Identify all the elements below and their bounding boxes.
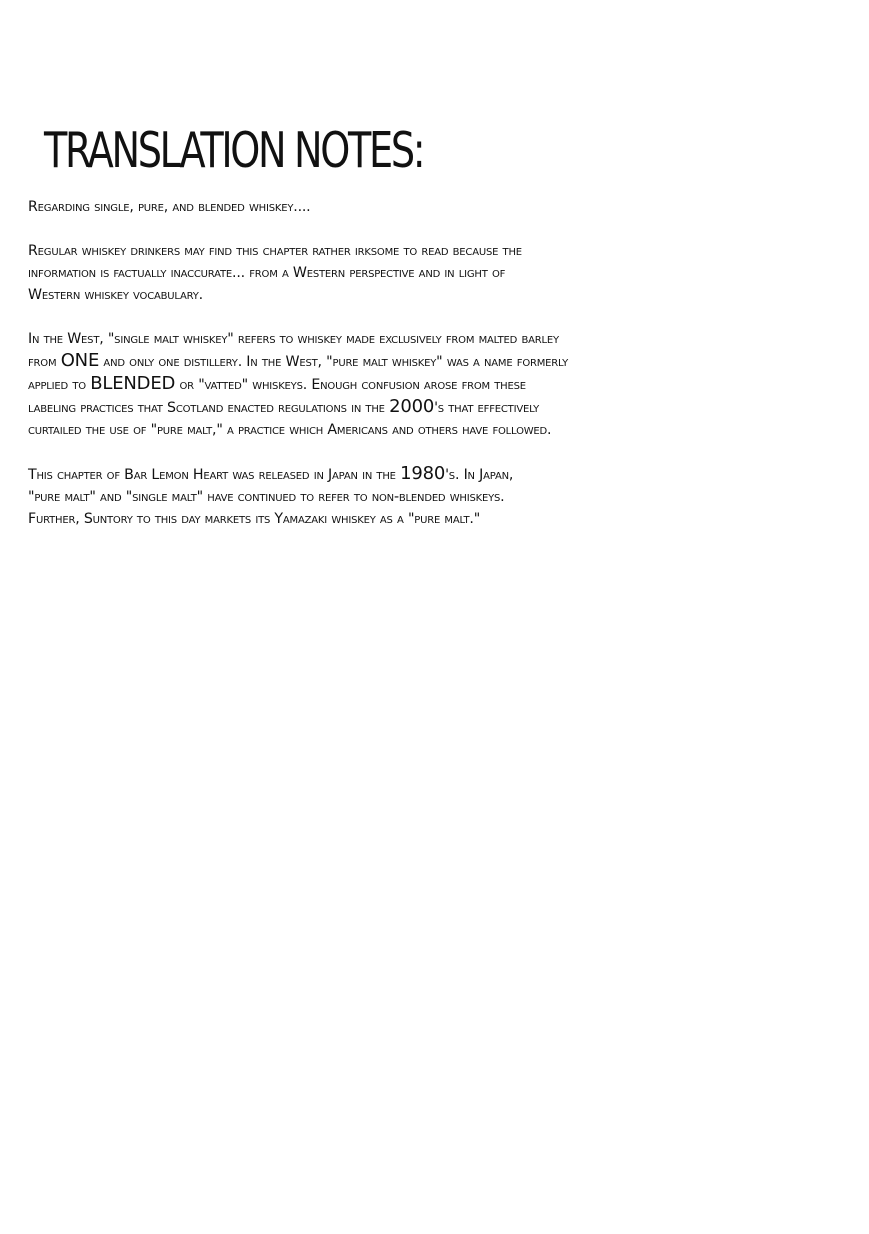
- note-line: [28, 196, 828, 218]
- emphasis-year: 1980: [400, 463, 446, 484]
- note-line: [28, 373, 828, 396]
- emphasis-one: ONE: [60, 350, 100, 371]
- text-run: "pure malt" and "single malt" have continued to refer to non-blended whiskeys.: [28, 489, 505, 505]
- note-line: [28, 240, 828, 262]
- text-run: information is factually inaccurate... from a Western perspective and in light of: [28, 265, 506, 281]
- emphasis-year: 2000: [389, 396, 435, 417]
- text-run: from: [28, 354, 61, 370]
- note-line: [28, 396, 828, 419]
- note-line: [28, 350, 828, 373]
- note-line: [28, 463, 828, 486]
- text-run: 's that effectively: [434, 400, 540, 416]
- text-run: Regarding single, pure, and blended whiskey....: [28, 199, 311, 215]
- text-run: applied to: [28, 377, 91, 393]
- text-run: 's. In Japan,: [445, 467, 514, 483]
- text-run: or "vatted" whiskeys. Enough confusion arose from these: [175, 377, 526, 393]
- text-run: Further, Suntory to this day markets its Yamazaki whiskey as a "pure malt.": [28, 511, 481, 527]
- text-run: labeling practices that Scotland enacted regulations in the: [28, 400, 390, 416]
- text-run: and only one distillery. In the West, "pure malt whiskey" was a name formerly: [99, 354, 569, 370]
- note-paragraph-west: [28, 328, 828, 441]
- note-line: [28, 508, 828, 530]
- text-run: This chapter of Bar Lemon Heart was released in Japan in the: [28, 467, 401, 483]
- note-line: [28, 262, 828, 284]
- notes-body: [28, 196, 828, 552]
- text-run: curtailed the use of "pure malt," a practice which Americans and others have followed.: [28, 422, 552, 438]
- note-paragraph-accuracy: [28, 240, 828, 306]
- note-paragraph-japan: [28, 463, 828, 530]
- text-run: In the West, "single malt whiskey" refers to whiskey made exclusively from malted barley: [28, 331, 559, 347]
- text-run: Western whiskey vocabulary.: [28, 287, 203, 303]
- note-line: [28, 419, 828, 441]
- text-run: Regular whiskey drinkers may find this chapter rather irksome to read because the: [28, 243, 522, 259]
- note-line: [28, 328, 828, 350]
- emphasis-blended: BLENDED: [90, 373, 176, 394]
- page-title: TRANSLATION NOTES:: [44, 122, 424, 179]
- note-line: [28, 486, 828, 508]
- note-paragraph-intro: [28, 196, 828, 218]
- note-line: [28, 284, 828, 306]
